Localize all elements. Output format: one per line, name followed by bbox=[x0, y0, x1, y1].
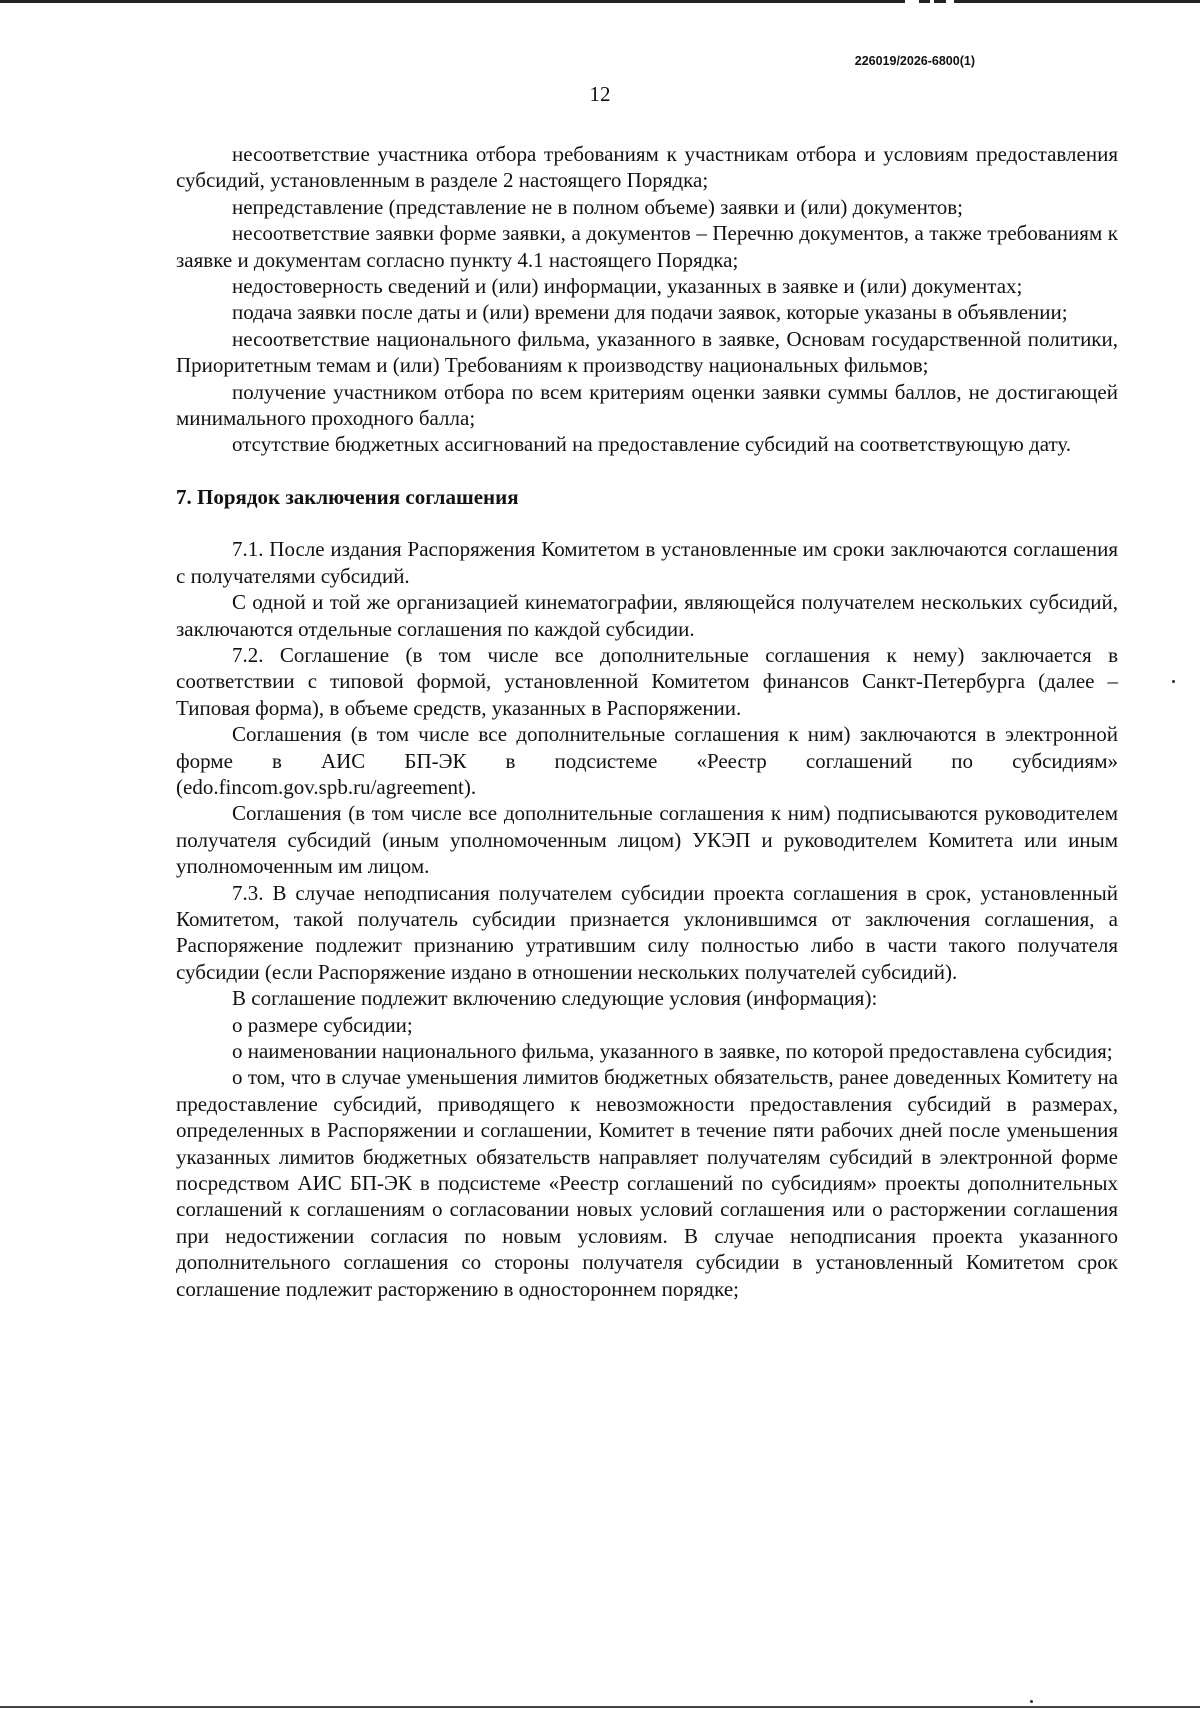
paragraph: о наименовании национального фильма, указанного в заявке, по которой предоставлена субсидия; bbox=[232, 1039, 1113, 1063]
paragraph: о том, что в случае уменьшения лимитов бюджетных обязательств, ранее доведенных Комитету на предоставление субсидий, приводящего к невозможности предоставления субсидий в размерах, определенных в Распоряжении и соглашении, Комитет в течение пяти рабочих дней после уменьшения указанных лимитов бюджетных обязательств направляет получателям субсидий в электронной форме посредством АИС БП-ЭК в подсистеме «Реестр соглашений по субсидиям» проекты дополнительных соглашений к соглашениям о согласовании новых условий соглашения или о расторжении соглашения при недостижении согласия по новым условиям. В случае неподписания проекта указанного дополнительного соглашения со стороны получателя субсидии в установленный Комитетом срок соглашение подлежит расторжению в одностороннем порядке; bbox=[176, 1065, 1118, 1301]
paragraph: В соглашение подлежит включению следующие условия (информация): bbox=[232, 986, 878, 1011]
section-heading: 7. Порядок заключения соглашения bbox=[176, 484, 519, 509]
scan-edge-gap bbox=[905, 0, 919, 3]
paragraph: несоответствие национального фильма, указанного в заявке, Основам государственной политики, Приоритетным темам и (или) Требованиям к производству национальных фильмов; bbox=[176, 326, 1118, 378]
scan-speck bbox=[1172, 680, 1175, 683]
paragraph: Соглашения (в том числе все дополнительные соглашения к ним) заключаются в электронной форме в АИС БП-ЭК в подсистеме «Реестр соглашений по субсидиям» (edo.fincom.gov.spb.ru/agreement). bbox=[176, 722, 1118, 799]
paragraph: о размере субсидии; bbox=[232, 1012, 413, 1037]
paragraph: подача заявки после даты и (или) времени для подачи заявок, которые указаны в объявлении; bbox=[232, 300, 1068, 325]
paragraph: получение участником отбора по всем критериям оценки заявки суммы баллов, не достигающей минимального проходного балла; bbox=[176, 379, 1118, 431]
paragraph: несоответствие участника отбора требованиям к участникам отбора и условиям предоставления субсидий, установленным в разделе 2 настоящего Порядка; bbox=[176, 142, 1118, 193]
document-body bbox=[176, 141, 1118, 1302]
paragraph: отсутствие бюджетных ассигнований на предоставление субсидий на соответствующую дату. bbox=[232, 432, 1072, 457]
scan-edge-gap bbox=[946, 0, 954, 3]
paragraph: С одной и той же организацией кинематографии, являющейся получателем нескольких субсидий, заключаются отдельные соглашения по каждой субсидии. bbox=[176, 590, 1118, 641]
scan-top-edge bbox=[0, 0, 1200, 3]
paragraph: 7.1. После издания Распоряжения Комитетом в установленные им сроки заключаются соглашения с получателями субсидий. bbox=[176, 537, 1118, 588]
page-number: 12 bbox=[589, 82, 611, 106]
scan-edge-gap bbox=[930, 0, 934, 3]
document-registration-number: 226019/2026-6800(1) bbox=[854, 54, 975, 68]
paragraph: 7.3. В случае неподписания получателем субсидии проекта соглашения в срок, установленный Комитетом, такой получатель субсидии признается уклонившимся от заключения соглашения, а Распоряжение подлежит признанию утратившим силу полностью либо в части такого получателя субсидии (если Распоряжение издано в отношении нескольких получателей субсидий). bbox=[176, 880, 1118, 984]
scan-bottom-edge bbox=[0, 1706, 1200, 1708]
scan-speck bbox=[1030, 1700, 1033, 1703]
paragraph: несоответствие заявки форме заявки, а документов – Перечню документов, а также требованиям к заявке и документам согласно пункту 4.1 настоящего Порядка; bbox=[176, 221, 1118, 272]
paragraph: Соглашения (в том числе все дополнительные соглашения к ним) подписываются руководителем получателя субсидий (иным уполномоченным лицом) УКЭП и руководителем Комитета или иным уполномоченным им лицом. bbox=[176, 801, 1118, 879]
paragraph: 7.2. Соглашение (в том числе все дополнительные соглашения к нему) заключается в соответствии с типовой формой, установленной Комитетом финансов Санкт-Петербурга (далее – Типовая форма), в объеме средств, указанных в Распоряжении. bbox=[176, 642, 1118, 720]
paragraph: недостоверность сведений и (или) информации, указанных в заявке и (или) документах; bbox=[232, 274, 1023, 299]
paragraph: непредставление (представление не в полном объеме) заявки и (или) документов; bbox=[232, 194, 963, 219]
